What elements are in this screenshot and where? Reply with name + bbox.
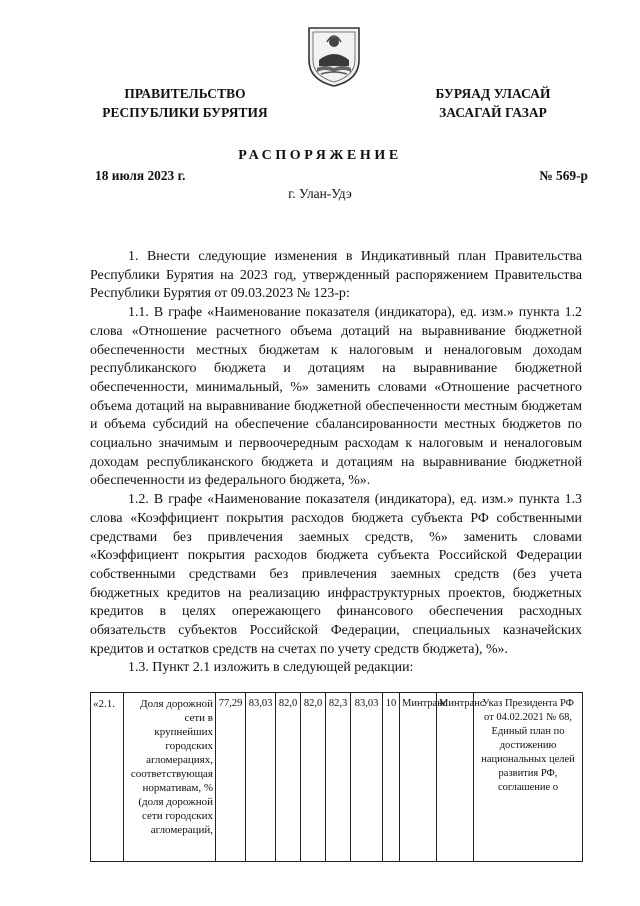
table-cell-item-number: «2.1. <box>91 693 124 862</box>
paragraph: 1.3. Пункт 2.1 изложить в следующей редакции: <box>128 660 414 676</box>
government-name-buryat <box>398 84 588 122</box>
table-cell-indicator-name: Доля дорожной сети в крупнейших городских агломерациях, соответствующая нормативам, % (доля дорожной сети городских агломераций, <box>124 693 216 862</box>
table-cell-value: 82,0 <box>276 693 301 862</box>
table-cell-responsible: Минтранс <box>437 693 474 862</box>
table-cell-value: 82,0 <box>301 693 326 862</box>
government-name-russian <box>80 84 290 122</box>
document-body <box>90 248 582 678</box>
table-cell-value: 82,3 <box>326 693 351 862</box>
document-number: № 569-р <box>539 168 588 183</box>
document-date: 18 июля 2023 г. <box>95 168 186 183</box>
document-city: г. Улан-Удэ <box>288 186 352 201</box>
table-cell-basis: Указ Президента РФ от 04.02.2021 № 68, Единый план по достижению национальных целей развития РФ, соглашение о <box>474 693 583 862</box>
table-row <box>91 693 583 862</box>
table-cell-value: 83,03 <box>246 693 276 862</box>
paragraph: 1.2. В графе «Наименование показателя (индикатора), ед. изм.» пункта 1.3 слова «Коэффициент покрытия расходов бюджета субъекта РФ собственными средствами без привлечения заемных средств, %» заменить словами «Коэффициент покрытия расходов бюджета субъекта Российской Федерации собственными средствами без привлечения заемных средств (без учета бюджетных кредитов на реализацию инфраструктурных проектов, бюджетных кредитов в целях опережающего финансового обеспечения расходных обязательств субъектов Российской Федерации, специальных казначейских кредитов и остатков средств на счетах по учету средств бюджета), %». <box>90 492 582 657</box>
government-name-line1: БУРЯАД УЛАСАЙ <box>435 86 551 101</box>
paragraph: 1.1. В графе «Наименование показателя (индикатора), ед. изм.» пункта 1.2 слова «Отношение расчетного объема дотаций на выравнивание бюджетной обеспеченности местных бюджетам к налоговым и неналоговым доходам республиканского бюджета и дотациям на выравнивание бюджетной обеспеченности, минимальный, %» заменить словами «Отношение расчетного объема дотаций на выравнивание бюджетной обеспеченности местным бюджетам и объема субсидий на обеспечение сбалансированности местных бюджетов по социально значимым и первоочередным расходам к налоговым и неналоговым доходам республиканского бюджета и дотациям на выравнивание бюджетной обеспеченности из федерального бюджета, %». <box>90 305 582 489</box>
indicator-table <box>90 692 583 862</box>
paragraph: 1. Внести следующие изменения в Индикативный план Правительства Республики Бурятия на 2023 год, утвержденный распоряжением Правительства Республики Бурятия от 09.03.2023 № 123-р: <box>90 249 582 302</box>
coat-of-arms-icon <box>303 20 365 88</box>
table-cell-value: 10 <box>383 693 400 862</box>
government-name-line2: РЕСПУБЛИКИ БУРЯТИЯ <box>102 105 268 120</box>
government-name-line1: ПРАВИТЕЛЬСТВО <box>124 86 246 101</box>
table-cell-value: 83,03 <box>351 693 383 862</box>
document-title: РАСПОРЯЖЕНИЕ <box>238 148 402 163</box>
government-name-line2: ЗАСАГАЙ ГАЗАР <box>439 105 547 120</box>
table-cell-responsible: Минтранс <box>400 693 437 862</box>
table-cell-value: 77,29 <box>216 693 246 862</box>
